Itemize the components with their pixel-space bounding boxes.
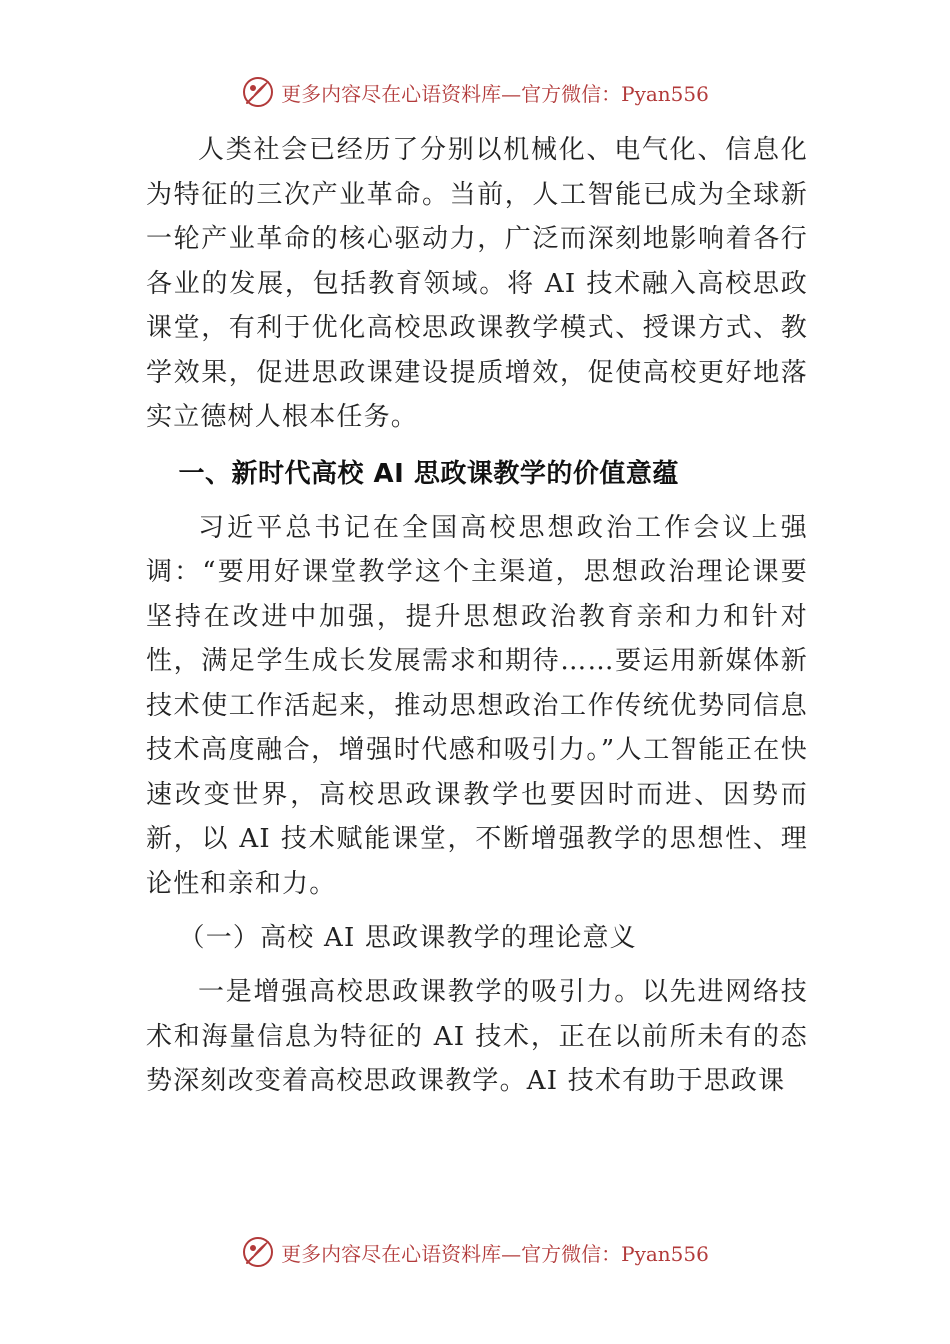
paragraph-attraction: 一是增强高校思政课教学的吸引力。以先进网络技术和海量信息为特征的 AI 技术，正在以前所未有的态势深刻改变着高校思政课教学。AI 技术有助于思政课 bbox=[146, 977, 808, 1096]
red-feather-quill-logo-icon bbox=[241, 75, 275, 109]
paragraph-xi-quote: 习近平总书记在全国高校思想政治工作会议上强调：“要用好课堂教学这个主渠道，思想政治理论课要坚持在改进中加强，提升思想政治教育亲和力和针对性，满足学生成长发展需求和期待……要运用新媒体新技术使工作活起来，推动思想政治工作传统优势同信息技术高度融合，增强时代感和吸引力。”人工智能正在快速改变世界，高校思政课教学也要因时而进、因势而新，以 AI 技术赋能课堂，不断增强教学的思想性、理论性和亲和力。 bbox=[146, 512, 808, 899]
footer-banner bbox=[0, 1232, 950, 1272]
header-banner-text bbox=[281, 78, 709, 107]
banner-wechat-id: Pyan556 bbox=[621, 1241, 709, 1266]
footer-banner-text bbox=[281, 1238, 709, 1267]
section-heading-1: 一、新时代高校 AI 思政课教学的价值意蕴 bbox=[178, 458, 679, 489]
banner-main-text: 更多内容尽在心语资料库—官方微信： bbox=[281, 1241, 622, 1266]
banner-main-text: 更多内容尽在心语资料库—官方微信： bbox=[281, 81, 622, 106]
red-feather-quill-logo-icon bbox=[241, 1235, 275, 1269]
document-body bbox=[146, 128, 808, 1104]
subsection-heading-1: （一）高校 AI 思政课教学的理论意义 bbox=[178, 923, 637, 953]
paragraph-intro: 人类社会已经历了分别以机械化、电气化、信息化为特征的三次产业革命。当前，人工智能已成为全球新一轮产业革命的核心驱动力，广泛而深刻地影响着各行各业的发展，包括教育领域。将 AI 技术融入高校思政课堂，有利于优化高校思政课教学模式、授课方式、教学效果，促进思政课建设提质增效，促使高校更好地落实立德树人根本任务。 bbox=[146, 135, 808, 432]
header-banner bbox=[0, 72, 950, 112]
banner-wechat-id: Pyan556 bbox=[621, 81, 709, 106]
